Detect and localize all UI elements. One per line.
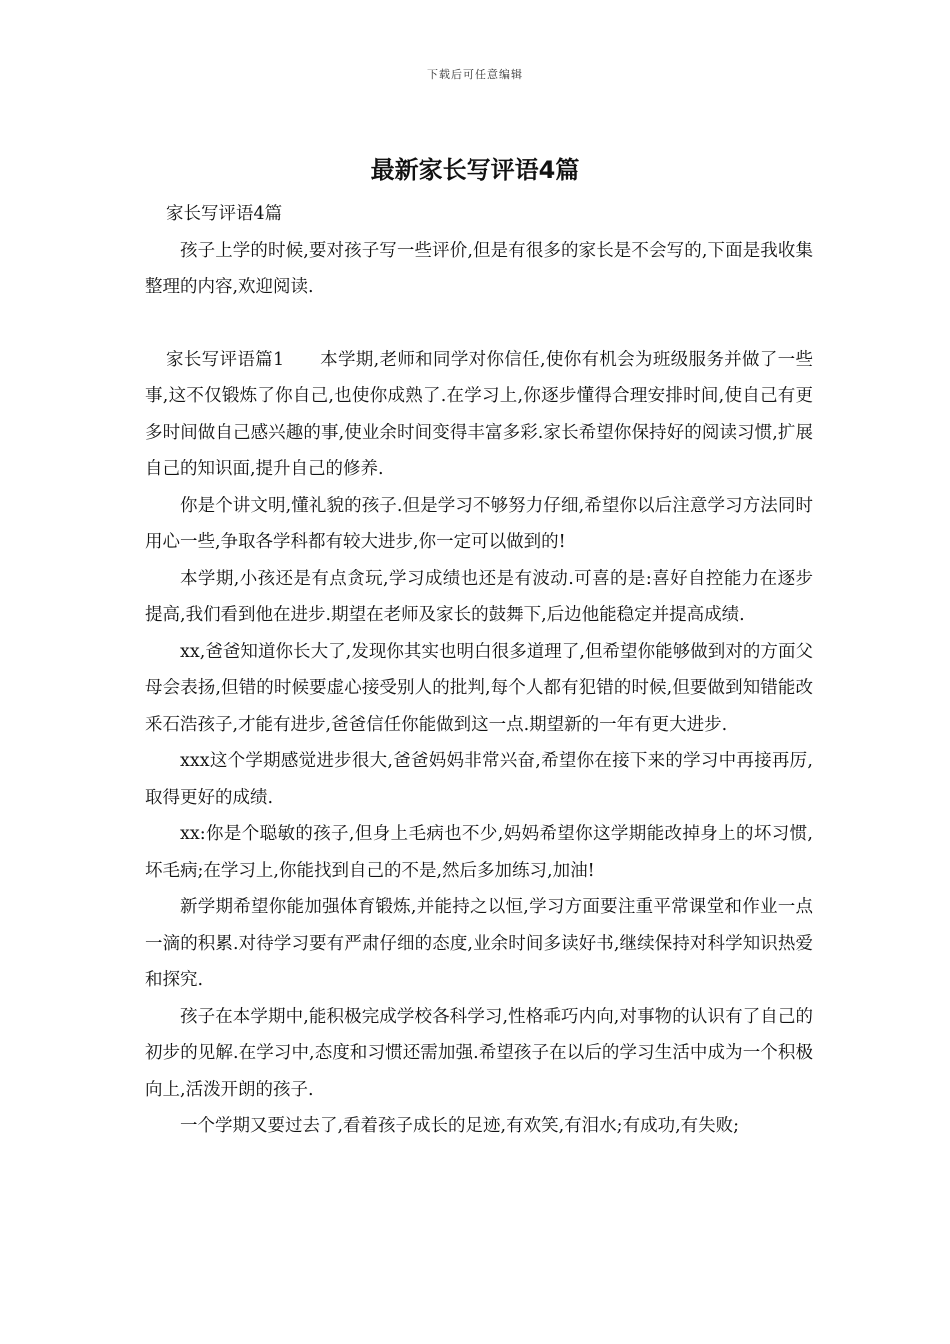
document-title: 最新家长写评语4篇 bbox=[370, 156, 580, 184]
intro-paragraph: 孩子上学的时候,要对孩子写一些评价,但是有很多的家长是不会写的,下面是我收集整理的内容,欢迎阅读. bbox=[145, 240, 813, 297]
comment-paragraph: xx:你是个聪敏的孩子,但身上毛病也不少,妈妈希望你这学期能改掉身上的坏习惯,坏毛病;在学习上,你能找到自己的不是,然后多加练习,加油! bbox=[145, 824, 813, 881]
comment-paragraph: xxx这个学期感觉进步很大,爸爸妈妈非常兴奋,希望你在接下来的学习中再接再厉,取得更好的成绩. bbox=[145, 751, 813, 808]
comment-paragraph: xx,爸爸知道你长大了,发现你其实也明白很多道理了,但希望你能够做到对的方面父母会表扬,但错的时候要虚心接受别人的批判,每个人都有犯错的时候,但要做到知错能改釆石浩孩子,才能有进步,爸爸信任你能做到这一点.期望新的一年有更大进步. bbox=[145, 641, 813, 735]
comment-paragraph: 一个学期又要过去了,看着孩子成长的足迹,有欢笑,有泪水;有成功,有失败; bbox=[180, 1116, 740, 1136]
comment-paragraph: 本学期,小孩还是有点贪玩,学习成绩也还是有波动.可喜的是:喜好自控能力在逐步提高,我们看到他在进步.期望在老师及家长的鼓舞下,后边他能稳定并提高成绩. bbox=[145, 568, 813, 625]
comment-paragraph: 孩子在本学期中,能积极完成学校各科学习,性格乖巧内向,对事物的认识有了自己的初步的见解.在学习中,态度和习惯还需加强.希望孩子在以后的学习生活中成为一个积极向上,活泼开朗的孩子. bbox=[145, 1006, 813, 1100]
section-1-paragraph: 家长写评语篇1 本学期,老师和同学对你信任,使你有机会为班级服务并做了一些事,这不仅锻炼了你自己,也使你成熟了.在学习上,你逐步懂得合理安排时间,使自己有更多时间做自己感兴趣的事,使业余时间变得丰富多彩.家长希望你保持好的阅读习惯,扩展自己的知识面,提升自己的修养. bbox=[145, 349, 813, 479]
header-note: 下载后可任意编辑 bbox=[427, 68, 523, 81]
document-body bbox=[145, 196, 813, 1145]
comment-paragraph: 你是个讲文明,懂礼貌的孩子.但是学习不够努力仔细,希望你以后注意学习方法同时用心一些,争取各学科都有较大进步,你一定可以做到的! bbox=[145, 495, 813, 552]
document-subtitle: 家长写评语4篇 bbox=[166, 204, 283, 224]
comment-paragraph: 新学期希望你能加强体育锻炼,并能持之以恒,学习方面要注重平常课堂和作业一点一滴的积累.对待学习要有严肃仔细的态度,业余时间多读好书,继续保持对科学知识热爱和探究. bbox=[145, 897, 813, 990]
